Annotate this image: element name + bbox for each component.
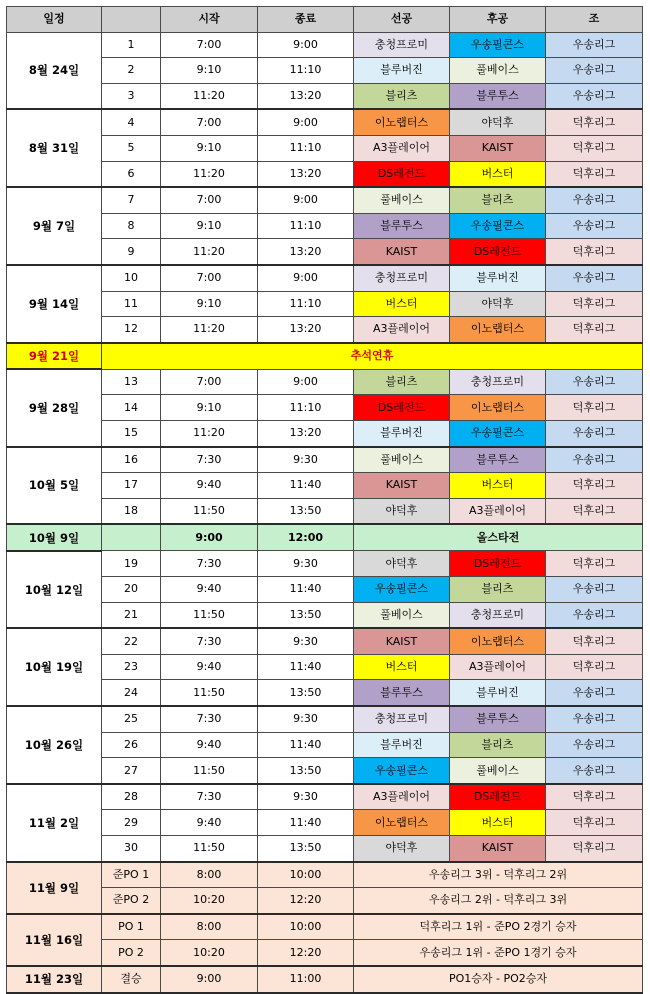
- second-team-cell: 우송필콘스: [450, 213, 546, 239]
- end-time: 13:20: [258, 421, 354, 447]
- start-time: 7:30: [161, 628, 258, 654]
- end-time: 13:20: [258, 83, 354, 109]
- end-time: 11:40: [258, 473, 354, 499]
- second-team-cell: 블루버진: [450, 265, 546, 291]
- first-team-cell: 이노랩터스: [354, 109, 450, 135]
- first-team-cell: KAIST: [354, 239, 450, 265]
- second-team-cell: KAIST: [450, 836, 546, 862]
- game-number: 준PO 1: [102, 862, 161, 888]
- group-cell: 우송리그: [546, 447, 643, 473]
- first-team-cell: 우송필콘스: [354, 758, 450, 784]
- end-time: 11:00: [258, 966, 354, 993]
- header-date: 일정: [7, 7, 102, 33]
- table-row: [7, 317, 643, 343]
- group-cell: 우송리그: [546, 680, 643, 706]
- date-cell: 9월 14일: [7, 265, 102, 343]
- table-row: [7, 187, 643, 213]
- first-team-cell: 충청프로미: [354, 265, 450, 291]
- table-row: [7, 473, 643, 499]
- table-row: [7, 577, 643, 603]
- matchup-cell: PO1승자 - PO2승자: [354, 966, 643, 993]
- group-cell: 우송리그: [546, 58, 643, 84]
- start-time: 11:50: [161, 498, 258, 524]
- first-team-cell: A3플레이어: [354, 317, 450, 343]
- table-row: [7, 265, 643, 291]
- group-cell: 우송리그: [546, 32, 643, 58]
- second-team-cell: 충청프로미: [450, 602, 546, 628]
- first-team-cell: 블리츠: [354, 83, 450, 109]
- date-cell: 10월 19일: [7, 628, 102, 706]
- game-number: 26: [102, 732, 161, 758]
- second-team-cell: 블리츠: [450, 732, 546, 758]
- table-row: [7, 213, 643, 239]
- matchup-cell: 우송리그 1위 - 준PO 1경기 승자: [354, 940, 643, 966]
- game-number: 29: [102, 810, 161, 836]
- game-number: 결승: [102, 966, 161, 993]
- end-time: 9:00: [258, 109, 354, 135]
- second-team-cell: 버스터: [450, 810, 546, 836]
- start-time: 7:00: [161, 32, 258, 58]
- game-number: PO 1: [102, 914, 161, 940]
- first-team-cell: 버스터: [354, 291, 450, 317]
- start-time: 9:40: [161, 577, 258, 603]
- second-team-cell: 블루투스: [450, 706, 546, 732]
- group-cell: 우송리그: [546, 758, 643, 784]
- first-team-cell: 블루버진: [354, 732, 450, 758]
- game-number: 20: [102, 577, 161, 603]
- start-time: 9:40: [161, 810, 258, 836]
- start-time: 8:00: [161, 914, 258, 940]
- game-number: 24: [102, 680, 161, 706]
- end-time: 10:00: [258, 914, 354, 940]
- start-time: 7:00: [161, 109, 258, 135]
- first-team-cell: 충청프로미: [354, 32, 450, 58]
- table-row: [7, 654, 643, 680]
- start-time: 11:50: [161, 758, 258, 784]
- start-time: 9:10: [161, 135, 258, 161]
- table-row: [7, 810, 643, 836]
- game-number: 7: [102, 187, 161, 213]
- po-row: [7, 862, 643, 888]
- group-cell: 덕후리그: [546, 810, 643, 836]
- end-time: 9:30: [258, 706, 354, 732]
- table-row: [7, 628, 643, 654]
- table-row: [7, 447, 643, 473]
- second-team-cell: 충청프로미: [450, 369, 546, 395]
- end-time: 9:30: [258, 447, 354, 473]
- game-number: 22: [102, 628, 161, 654]
- matchup-cell: 우송리그 2위 - 덕후리그 3위: [354, 888, 643, 914]
- end-time: 11:10: [258, 58, 354, 84]
- group-cell: 우송리그: [546, 577, 643, 603]
- end-time: 11:40: [258, 732, 354, 758]
- game-number: 15: [102, 421, 161, 447]
- second-team-cell: A3플레이어: [450, 654, 546, 680]
- table-row: [7, 784, 643, 810]
- first-team-cell: 블루버진: [354, 58, 450, 84]
- second-team-cell: DS레전드: [450, 239, 546, 265]
- table-row: [7, 706, 643, 732]
- game-number: 13: [102, 369, 161, 395]
- game-number: 3: [102, 83, 161, 109]
- start-time: 9:40: [161, 473, 258, 499]
- end-time: 11:10: [258, 291, 354, 317]
- group-cell: 덕후리그: [546, 498, 643, 524]
- group-cell: 덕후리그: [546, 628, 643, 654]
- game-number: 1: [102, 32, 161, 58]
- game-number: 10: [102, 265, 161, 291]
- header-first-team: 선공: [354, 7, 450, 33]
- start-time: 11:50: [161, 602, 258, 628]
- matchup-cell: 덕후리그 1위 - 준PO 2경기 승자: [354, 914, 643, 940]
- group-cell: 덕후리그: [546, 836, 643, 862]
- group-cell: 덕후리그: [546, 135, 643, 161]
- second-team-cell: 블리츠: [450, 577, 546, 603]
- end-time: 12:20: [258, 888, 354, 914]
- game-number: 27: [102, 758, 161, 784]
- second-team-cell: KAIST: [450, 135, 546, 161]
- first-team-cell: 야덕후: [354, 836, 450, 862]
- start-time: 7:00: [161, 265, 258, 291]
- end-time: 11:10: [258, 135, 354, 161]
- table-row: [7, 498, 643, 524]
- game-number: 준PO 2: [102, 888, 161, 914]
- end-time: 13:20: [258, 317, 354, 343]
- date-cell: 11월 9일: [7, 862, 102, 914]
- group-cell: 우송리그: [546, 602, 643, 628]
- header-group: 조: [546, 7, 643, 33]
- end-time: 13:50: [258, 602, 354, 628]
- end-time: 9:30: [258, 551, 354, 577]
- date-cell: 10월 12일: [7, 551, 102, 628]
- second-team-cell: 풀베이스: [450, 758, 546, 784]
- game-number: 4: [102, 109, 161, 135]
- first-team-cell: 풀베이스: [354, 447, 450, 473]
- date-cell: 11월 2일: [7, 784, 102, 862]
- po-row: [7, 966, 643, 993]
- schedule-table: [6, 6, 643, 994]
- game-number: 19: [102, 551, 161, 577]
- table-row: [7, 161, 643, 187]
- start-time: 8:00: [161, 862, 258, 888]
- first-team-cell: 버스터: [354, 654, 450, 680]
- first-team-cell: 블루투스: [354, 680, 450, 706]
- table-row: [7, 551, 643, 577]
- game-number: 9: [102, 239, 161, 265]
- first-team-cell: 풀베이스: [354, 187, 450, 213]
- start-time: 7:00: [161, 369, 258, 395]
- group-cell: 우송리그: [546, 265, 643, 291]
- schedule-body: [7, 32, 643, 992]
- game-number: 5: [102, 135, 161, 161]
- start-time: 9:00: [161, 524, 258, 551]
- first-team-cell: 이노랩터스: [354, 810, 450, 836]
- end-time: 11:10: [258, 213, 354, 239]
- table-row: [7, 32, 643, 58]
- table-row: [7, 602, 643, 628]
- group-cell: 우송리그: [546, 369, 643, 395]
- start-time: 11:50: [161, 836, 258, 862]
- date-cell: 10월 9일: [7, 524, 102, 551]
- start-time: 7:30: [161, 551, 258, 577]
- start-time: 11:20: [161, 161, 258, 187]
- header-start: 시작: [161, 7, 258, 33]
- second-team-cell: 블리츠: [450, 187, 546, 213]
- holiday-row: [7, 343, 643, 370]
- first-team-cell: 블리츠: [354, 369, 450, 395]
- game-number: 16: [102, 447, 161, 473]
- second-team-cell: 블루버진: [450, 680, 546, 706]
- start-time: 11:20: [161, 317, 258, 343]
- first-team-cell: 블루버진: [354, 421, 450, 447]
- group-cell: 덕후리그: [546, 784, 643, 810]
- start-time: 10:20: [161, 888, 258, 914]
- group-cell: 우송리그: [546, 187, 643, 213]
- second-team-cell: 우송필콘스: [450, 421, 546, 447]
- game-number: 14: [102, 395, 161, 421]
- date-cell: 8월 31일: [7, 109, 102, 187]
- second-team-cell: 우송필콘스: [450, 32, 546, 58]
- second-team-cell: 블루투스: [450, 83, 546, 109]
- end-time: 11:40: [258, 577, 354, 603]
- game-number: 30: [102, 836, 161, 862]
- game-number: 8: [102, 213, 161, 239]
- end-time: 11:10: [258, 395, 354, 421]
- start-time: 10:20: [161, 940, 258, 966]
- end-time: 10:00: [258, 862, 354, 888]
- first-team-cell: 풀베이스: [354, 602, 450, 628]
- first-team-cell: 충청프로미: [354, 706, 450, 732]
- second-team-cell: 이노랩터스: [450, 395, 546, 421]
- end-time: 9:00: [258, 32, 354, 58]
- date-cell: 10월 5일: [7, 447, 102, 525]
- end-time: 13:50: [258, 498, 354, 524]
- game-number: 2: [102, 58, 161, 84]
- group-cell: 덕후리그: [546, 291, 643, 317]
- game-number: 11: [102, 291, 161, 317]
- start-time: 7:30: [161, 706, 258, 732]
- end-time: 13:20: [258, 239, 354, 265]
- game-number: 23: [102, 654, 161, 680]
- table-row: [7, 836, 643, 862]
- end-time: 11:40: [258, 654, 354, 680]
- table-row: [7, 369, 643, 395]
- first-team-cell: A3플레이어: [354, 135, 450, 161]
- second-team-cell: 블루투스: [450, 447, 546, 473]
- start-time: 11:20: [161, 239, 258, 265]
- allstar-label: 올스타전: [354, 524, 643, 551]
- date-cell: 9월 7일: [7, 187, 102, 265]
- end-time: 9:00: [258, 369, 354, 395]
- po-row: [7, 914, 643, 940]
- group-cell: 우송리그: [546, 706, 643, 732]
- end-time: 9:30: [258, 628, 354, 654]
- end-time: 13:50: [258, 758, 354, 784]
- table-row: [7, 135, 643, 161]
- table-row: [7, 732, 643, 758]
- end-time: 13:50: [258, 680, 354, 706]
- start-time: 9:10: [161, 213, 258, 239]
- date-cell: 10월 26일: [7, 706, 102, 784]
- first-team-cell: 블루투스: [354, 213, 450, 239]
- header-second-team: 후공: [450, 7, 546, 33]
- first-team-cell: KAIST: [354, 473, 450, 499]
- end-time: 9:00: [258, 265, 354, 291]
- end-time: 13:20: [258, 161, 354, 187]
- group-cell: 덕후리그: [546, 473, 643, 499]
- second-team-cell: DS레전드: [450, 551, 546, 577]
- game-number: 6: [102, 161, 161, 187]
- end-time: 11:40: [258, 810, 354, 836]
- first-team-cell: 야덕후: [354, 551, 450, 577]
- end-time: 9:30: [258, 784, 354, 810]
- start-time: 11:20: [161, 83, 258, 109]
- second-team-cell: DS레전드: [450, 784, 546, 810]
- date-cell: 8월 24일: [7, 32, 102, 109]
- start-time: 9:10: [161, 58, 258, 84]
- second-team-cell: 이노랩터스: [450, 628, 546, 654]
- game-number: 18: [102, 498, 161, 524]
- table-row: [7, 109, 643, 135]
- table-row: [7, 758, 643, 784]
- start-time: 9:10: [161, 395, 258, 421]
- start-time: 11:50: [161, 680, 258, 706]
- second-team-cell: 이노랩터스: [450, 317, 546, 343]
- first-team-cell: KAIST: [354, 628, 450, 654]
- start-time: 9:40: [161, 654, 258, 680]
- date-cell: 9월 28일: [7, 369, 102, 446]
- group-cell: 우송리그: [546, 83, 643, 109]
- start-time: 7:30: [161, 447, 258, 473]
- start-time: 7:00: [161, 187, 258, 213]
- holiday-label: 추석연휴: [102, 343, 643, 370]
- po-row: [7, 940, 643, 966]
- start-time: 9:00: [161, 966, 258, 993]
- table-row: [7, 58, 643, 84]
- group-cell: 덕후리그: [546, 551, 643, 577]
- end-time: 12:00: [258, 524, 354, 551]
- first-team-cell: 야덕후: [354, 498, 450, 524]
- first-team-cell: A3플레이어: [354, 784, 450, 810]
- second-team-cell: 야덕후: [450, 291, 546, 317]
- first-team-cell: DS레전드: [354, 395, 450, 421]
- group-cell: 덕후리그: [546, 161, 643, 187]
- group-cell: 우송리그: [546, 732, 643, 758]
- second-team-cell: 야덕후: [450, 109, 546, 135]
- group-cell: 우송리그: [546, 213, 643, 239]
- second-team-cell: 풀베이스: [450, 58, 546, 84]
- first-team-cell: 우송필콘스: [354, 577, 450, 603]
- end-time: 13:50: [258, 836, 354, 862]
- header-end: 종료: [258, 7, 354, 33]
- second-team-cell: A3플레이어: [450, 498, 546, 524]
- group-cell: 덕후리그: [546, 395, 643, 421]
- second-team-cell: 버스터: [450, 161, 546, 187]
- table-row: [7, 421, 643, 447]
- table-row: [7, 83, 643, 109]
- first-team-cell: DS레전드: [354, 161, 450, 187]
- table-row: [7, 239, 643, 265]
- game-number: 21: [102, 602, 161, 628]
- game-number: 28: [102, 784, 161, 810]
- game-number: 12: [102, 317, 161, 343]
- game-number: 25: [102, 706, 161, 732]
- table-row: [7, 395, 643, 421]
- group-cell: 우송리그: [546, 421, 643, 447]
- date-cell: 9월 21일: [7, 343, 102, 370]
- allstar-row: [7, 524, 643, 551]
- start-time: 9:10: [161, 291, 258, 317]
- game-number: PO 2: [102, 940, 161, 966]
- date-cell: 11월 16일: [7, 914, 102, 966]
- end-time: 12:20: [258, 940, 354, 966]
- number-cell: [102, 524, 161, 551]
- table-row: [7, 680, 643, 706]
- po-row: [7, 888, 643, 914]
- start-time: 9:40: [161, 732, 258, 758]
- group-cell: 덕후리그: [546, 654, 643, 680]
- game-number: 17: [102, 473, 161, 499]
- date-cell: 11월 23일: [7, 966, 102, 993]
- matchup-cell: 우송리그 3위 - 덕후리그 2위: [354, 862, 643, 888]
- header-number: [102, 7, 161, 33]
- group-cell: 덕후리그: [546, 239, 643, 265]
- end-time: 9:00: [258, 187, 354, 213]
- start-time: 7:30: [161, 784, 258, 810]
- header-row: [7, 7, 643, 33]
- start-time: 11:20: [161, 421, 258, 447]
- second-team-cell: 버스터: [450, 473, 546, 499]
- group-cell: 덕후리그: [546, 317, 643, 343]
- table-row: [7, 291, 643, 317]
- group-cell: 덕후리그: [546, 109, 643, 135]
